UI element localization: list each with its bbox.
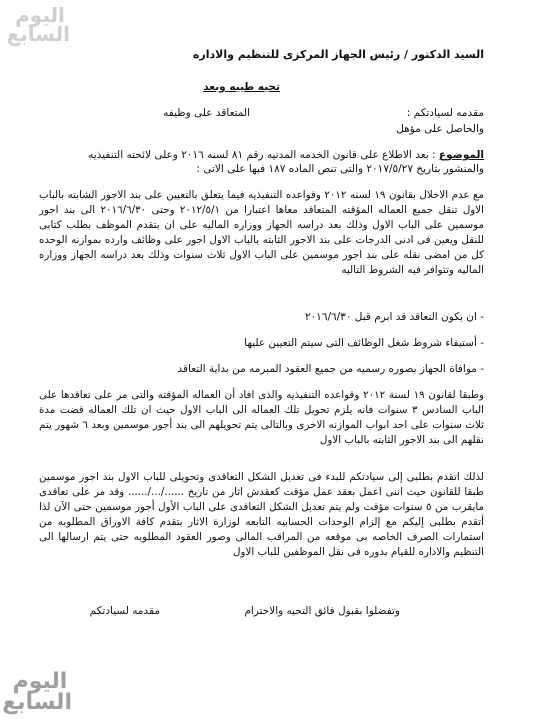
- subject-label: الموضوع: [438, 149, 484, 161]
- condition-2: - أستيفاء شروط شغل الوظائف التى سيتم التعيين عليها: [244, 337, 484, 349]
- recipient-line: السيد الدكتور / رئيس الجهاز المركزى للتنظيم والاداره: [192, 48, 484, 61]
- greeting-line: تحيه طيبه وبعد: [203, 81, 280, 93]
- logo-bottom-line1: اليوم: [12, 669, 68, 694]
- watermark-logo-top: [6, 3, 70, 46]
- closing-line: وتفضلوا بقبول فائق التحيه والاحترام: [244, 605, 400, 617]
- paragraph-law-article: مع عدم الاخلال بقانون ١٩ لسنه ٢٠١٢ وقواعده التنفيذيه فيما يتعلق بالتعيين على بند الاجور الشابته بالباب الاول تنقل جميع العماله المؤقته المتعاقد معاها اعتبارا من ٢٠١٢/٥/١ وحتى ٢٠١٦/٦/٣٠ الى بند اجور موسمين على الباب الاول وذلك بعد دراسه الجهاز ووزاره الماليه على ان يتقدم الموظف بطلب كتابى للنقل ويعين فى ادنى الدرجات على بند الاجور الثابته بالباب الاول اجور على وظائف وارده بموازنه الوحده كل من امضى نقله على بند اجور موسمين على الباب الاول ثلاث سنوات وذلك بعد دراسه الجهاز ووزاره الماليه وتتوافر فيه الشروط التاليه: [39, 189, 485, 276]
- submitted-by: مقدمه لسيادتكم :: [406, 107, 484, 119]
- subject-text-2: والمنشور بتاريخ ٢٠١٧/٥/٢٧ والتى تنص الماده ١٨٧ فيها على الاتى :: [196, 163, 484, 175]
- paragraph-request: لذلك اتقدم بطلبى إلى سيادتكم للبدء فى تعديل الشكل التعاقدى وتحويلى للباب الاول بند اجور موسمين طبقا للقانون حيث اننى اعمل بعقد عمل مؤقت كعقدش اثار من تاريخ ....../.../...... وقد مر على تعاقدى مايقرب من ٥ سنوات مؤقت ولم يتم تعديل الشكل التعاقدى على الباب الأول أجور موسمين حتى الآن لذا أتقدم بطلبى إليكم مع إلزام الوحدات الحسابيه التابعه لوزارة الاثار بتقدم كافة الاوراق المطلوبه من استمارات الصرف الخاصه بى موقعه من المراقب المالى وصور العقود المطلوبه حتى يتم ارسالها الى التنظيم والاداره للقيام بدوره فى نقل الموظفين للباب الاول: [39, 471, 484, 558]
- subject-text: : بعد الاطلاع على قانون الخدمه المدنيه رقم ٨١ لسنه ٢٠١٦ وعلى لائحته التنفيذيه: [88, 149, 436, 161]
- submitted-qualification: والحاصل على مؤهل: [396, 123, 484, 135]
- watermark-logo-bottom: [2, 669, 72, 715]
- subject-line: [88, 148, 484, 162]
- logo-line2: السابع: [6, 22, 70, 46]
- condition-1: - ان يكون التعاقد قد ابرم قبل ٢٠١٦/٦/٣٠: [304, 311, 484, 323]
- condition-3: - موافاة الجهاز بصوره رسميه من جميع العقود المبرمه من بداية التعاقد: [177, 363, 484, 375]
- paragraph-law-19: وطبقا لقانون ١٩ لسنة ٢٠١٢ وقواعده التنفيذيه والذى افاد أن العماله المؤقته والتى مر على تعاقدها على الباب السادس ٣ سنوات فانه يلزم تحويل تلك العماله الى الباب الاول حيث ان تلك العماله قضت مدة ثلاث سنوات على احد ابواب الموازنه الاخرى وبالتالى يتم تحويلهم الى بند أجور موسمين وبعد ٦ شهور يتم نقلهم الى بند الاجور الثابته بالباب الاول: [39, 389, 484, 446]
- closing-signature: مقدمه لسيادتكم: [89, 605, 160, 617]
- logo-bottom-line2: السابع: [2, 689, 72, 715]
- logo-line1: اليوم: [15, 3, 65, 27]
- submitted-role: المتعاقد على وظيفه: [163, 107, 250, 119]
